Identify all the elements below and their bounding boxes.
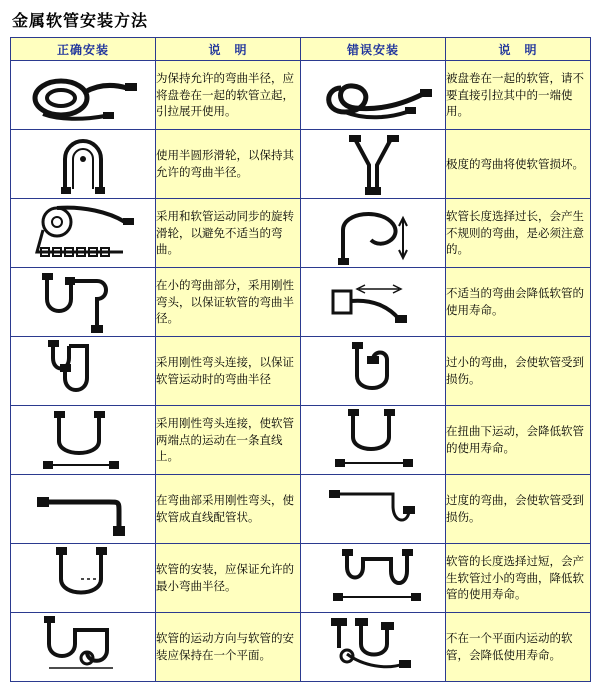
page-title: 金属软管安装方法 bbox=[12, 11, 149, 30]
row-note: 软管长度选择过长，会产生不规则的弯曲，是必须注意的。 bbox=[446, 199, 591, 268]
row-note: 为保持允许的弯曲半径，应将盘卷在一起的软管立起，引拉展开使用。 bbox=[156, 61, 301, 130]
rigid-elbow-small-bend-icon bbox=[11, 268, 156, 337]
straight-pipe-elbow-icon bbox=[11, 475, 156, 544]
row-note: 软管的安装，应保证允许的最小弯曲半径。 bbox=[156, 544, 301, 613]
table-row bbox=[11, 406, 591, 475]
semicircular-sheave-icon bbox=[11, 130, 156, 199]
row-note: 软管的长度选择过短，会产生软管过小的弯曲，降低软管的使用寿命。 bbox=[446, 544, 591, 613]
row-note: 使用半圆形滑轮，以保持其允许的弯曲半径。 bbox=[156, 130, 301, 199]
coiled-hose-flat-icon bbox=[11, 61, 156, 130]
row-note: 采用刚性弯头连接，使软管两端点的运动在一条直线上。 bbox=[156, 406, 301, 475]
row-note: 在扭曲下运动，会降低软管的使用寿命。 bbox=[446, 406, 591, 475]
table-header-row bbox=[11, 38, 591, 61]
table-row bbox=[11, 61, 591, 130]
coiled-hose-pulled-icon bbox=[301, 61, 446, 130]
table-row bbox=[11, 337, 591, 406]
same-plane-motion-icon bbox=[11, 613, 156, 682]
table-row bbox=[11, 475, 591, 544]
overlong-hose-small-bend-icon bbox=[301, 544, 446, 613]
col-header-wrong-install: 错误安装 bbox=[301, 38, 446, 61]
row-note: 在小的弯曲部分，采用刚性弯头，以保证软管的弯曲半径。 bbox=[156, 268, 301, 337]
table-row bbox=[11, 130, 591, 199]
synchronized-pulley-chain-icon bbox=[11, 199, 156, 268]
table-row bbox=[11, 544, 591, 613]
row-note: 采用刚性弯头连接，以保证软管运动时的弯曲半径 bbox=[156, 337, 301, 406]
row-note: 不适当的弯曲会降低软管的使用寿命。 bbox=[446, 268, 591, 337]
col-header-wrong-note: 说 明 bbox=[446, 38, 591, 61]
row-note: 极度的弯曲将使软管损坏。 bbox=[446, 130, 591, 199]
table-row bbox=[11, 199, 591, 268]
row-note: 不在一个平面内运动的软管，会降低使用寿命。 bbox=[446, 613, 591, 682]
hose-installation-table bbox=[10, 37, 591, 682]
rigid-elbow-connection-icon bbox=[11, 337, 156, 406]
table-row bbox=[11, 268, 591, 337]
improper-bend-icon bbox=[301, 268, 446, 337]
table-row bbox=[11, 613, 591, 682]
irregular-long-hose-icon bbox=[301, 199, 446, 268]
row-note: 过小的弯曲，会使软管受到损伤。 bbox=[446, 337, 591, 406]
rigid-elbow-straight-line-icon bbox=[11, 406, 156, 475]
col-header-correct-note: 说 明 bbox=[156, 38, 301, 61]
excessive-bend-icon bbox=[301, 475, 446, 544]
min-bend-radius-u-icon bbox=[11, 544, 156, 613]
out-of-plane-motion-icon bbox=[301, 613, 446, 682]
row-note: 被盘卷在一起的软管，请不要直接引拉其中的一端使用。 bbox=[446, 61, 591, 130]
torsion-u-bend-icon bbox=[301, 406, 446, 475]
tight-bend-u-icon bbox=[301, 337, 446, 406]
row-note: 在弯曲部采用刚性弯头，使软管成直线配管状。 bbox=[156, 475, 301, 544]
row-note: 软管的运动方向与软管的安装应保持在一个平面。 bbox=[156, 613, 301, 682]
col-header-correct-install: 正确安装 bbox=[11, 38, 156, 61]
row-note: 过度的弯曲，会使软管受到损伤。 bbox=[446, 475, 591, 544]
row-note: 采用和软管运动同步的旋转滑轮，以避免不适当的弯曲。 bbox=[156, 199, 301, 268]
sharp-bend-hose-icon bbox=[301, 130, 446, 199]
